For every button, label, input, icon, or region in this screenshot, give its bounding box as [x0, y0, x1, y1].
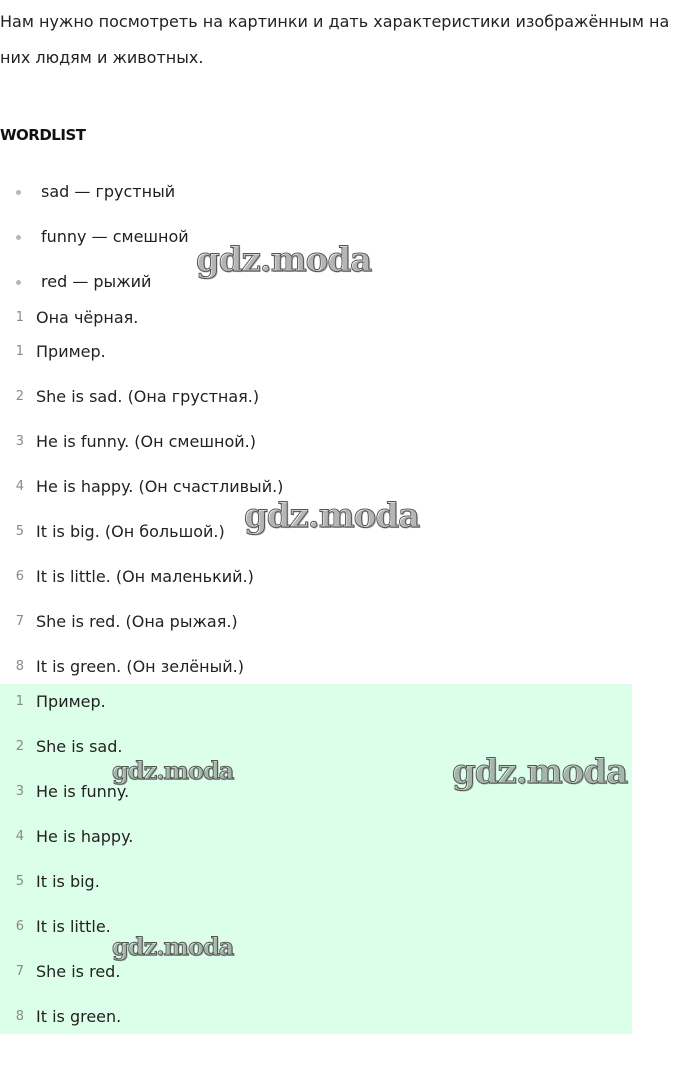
item-text: Она чёрная.	[36, 308, 139, 327]
item-text: She is sad.	[36, 737, 123, 756]
item-number: 5	[15, 524, 24, 539]
item-text: He is happy. (Он счастливый.)	[36, 477, 284, 496]
item-text: It is little. (Он маленький.)	[36, 567, 254, 586]
item-text: He is funny.	[36, 782, 130, 801]
exercise2-item	[0, 608, 630, 636]
exercise2-item	[0, 563, 630, 591]
exercise2-item	[0, 653, 630, 681]
answer-item	[0, 688, 630, 716]
item-number: 6	[15, 569, 24, 584]
answer-item	[0, 823, 630, 851]
item-number: 4	[15, 479, 24, 494]
answer-item	[0, 1003, 630, 1031]
watermark: gdz.moda	[244, 496, 420, 536]
wordlist-title: WORDLIST	[0, 126, 86, 144]
item-text: It is big.	[36, 872, 100, 891]
item-number: 7	[15, 964, 24, 979]
item-text: Пример.	[36, 692, 106, 711]
item-number: 6	[15, 919, 24, 934]
item-text: She is red. (Она рыжая.)	[36, 612, 238, 631]
item-text: It is big. (Он большой.)	[36, 522, 225, 541]
item-number: 8	[15, 1009, 24, 1024]
item-text: She is sad. (Она грустная.)	[36, 387, 260, 406]
item-text: It is green.	[36, 1007, 122, 1026]
wordlist-item-text: sad — грустный	[41, 182, 176, 201]
exercise2-item	[0, 428, 630, 456]
item-text: She is red.	[36, 962, 121, 981]
watermark: gdz.moda	[112, 756, 234, 785]
exercise2-item	[0, 338, 630, 366]
bullet-dot	[16, 190, 21, 195]
item-number: 7	[15, 614, 24, 629]
item-number: 2	[15, 739, 24, 754]
item-number: 1	[15, 694, 24, 709]
intro-text: Нам нужно посмотреть на картинки и дать характеристики изображённым на них людям и животных.	[0, 12, 670, 67]
item-text: He is happy.	[36, 827, 134, 846]
answer-item	[0, 868, 630, 896]
item-number: 5	[15, 874, 24, 889]
watermark: gdz.moda	[196, 240, 372, 280]
bullet-dot	[16, 235, 21, 240]
item-number: 4	[15, 829, 24, 844]
exercise1-item	[0, 304, 630, 332]
item-text: It is little.	[36, 917, 111, 936]
bullet-dot	[16, 280, 21, 285]
item-number: 1	[15, 310, 24, 325]
item-number: 1	[15, 344, 24, 359]
item-text: It is green. (Он зелёный.)	[36, 657, 244, 676]
item-text: Пример.	[36, 342, 106, 361]
answer-item	[0, 913, 630, 941]
item-number: 3	[15, 434, 24, 449]
item-text: He is funny. (Он смешной.)	[36, 432, 256, 451]
wordlist-item-text: red — рыжий	[41, 272, 152, 291]
wordlist-item	[0, 178, 400, 223]
answer-item	[0, 958, 630, 986]
watermark: gdz.moda	[452, 752, 628, 792]
item-number: 3	[15, 784, 24, 799]
wordlist-item-text: funny — смешной	[41, 227, 189, 246]
exercise2-item	[0, 383, 630, 411]
item-number: 2	[15, 389, 24, 404]
watermark: gdz.moda	[112, 932, 234, 961]
item-number: 8	[15, 659, 24, 674]
